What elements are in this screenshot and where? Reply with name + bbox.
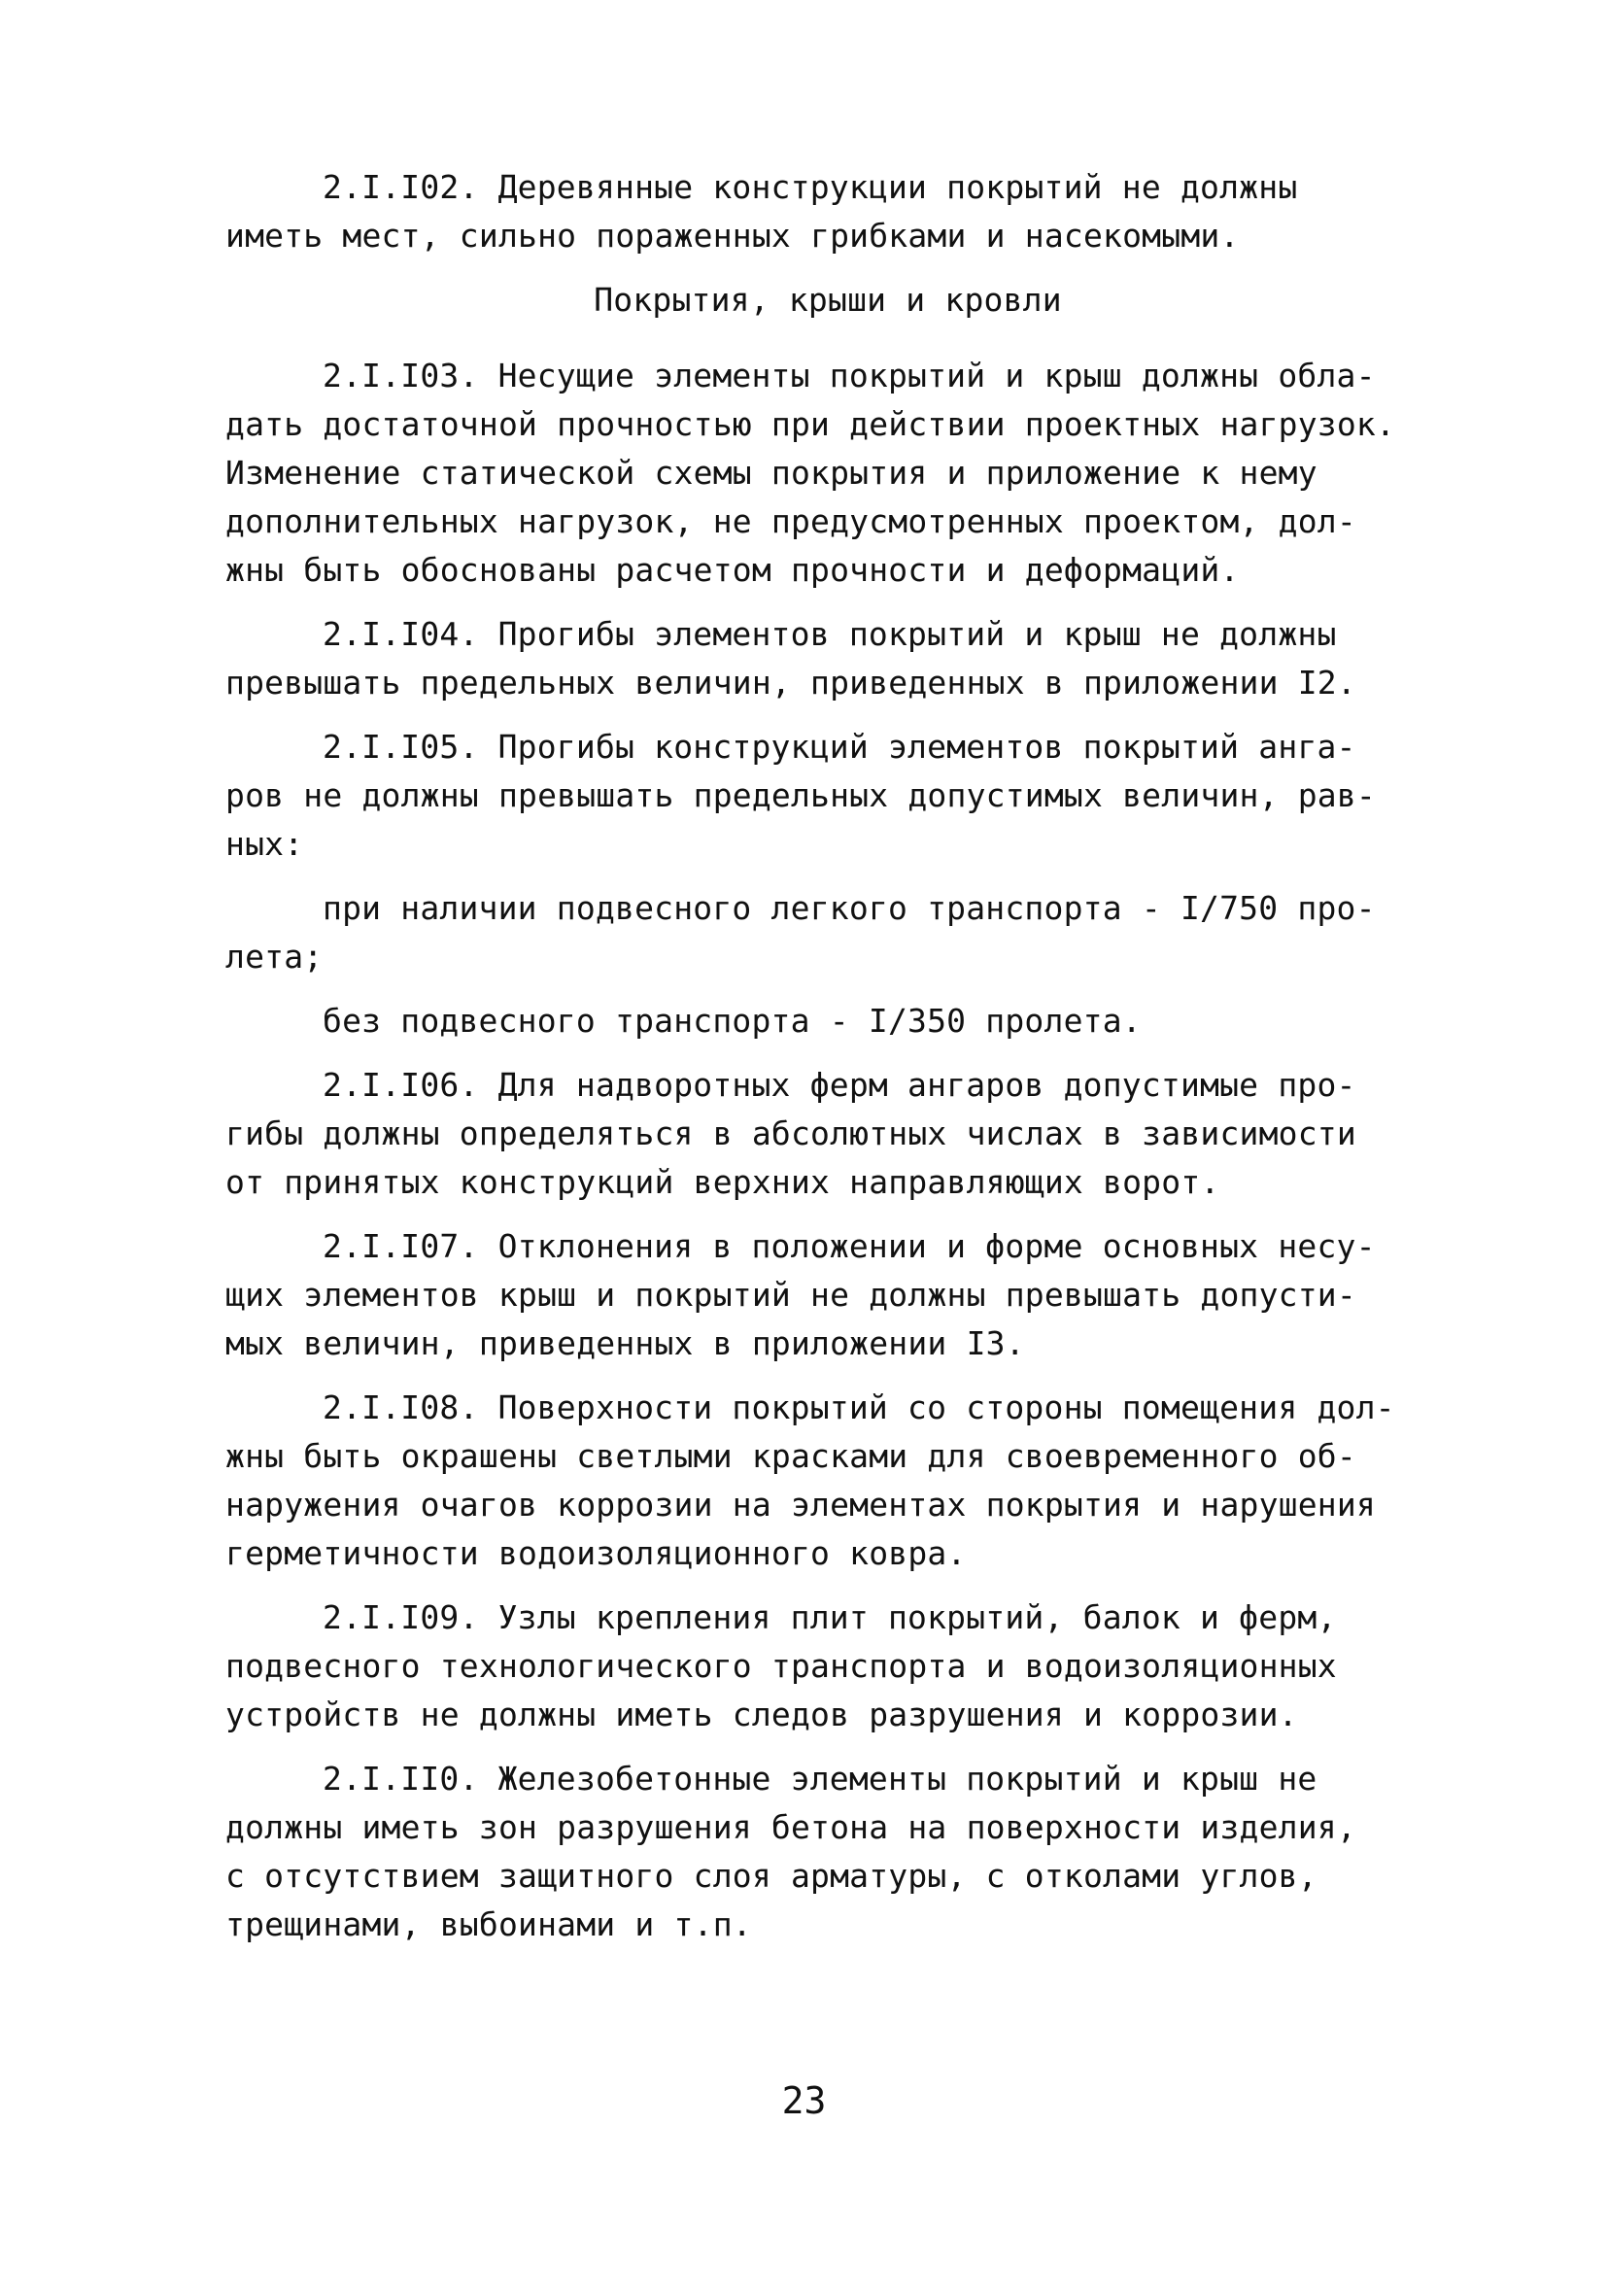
text-line: Изменение статической схемы покрытия и приложение к нему [225, 454, 1317, 492]
text-line: 2.I.I03. Несущие элементы покрытий и крыш должны обла- [323, 357, 1376, 394]
paragraph-2-1-108 [225, 1384, 1430, 1578]
paragraph-2-1-105 [225, 723, 1430, 869]
text-line: жны быть окрашены светлыми красками для своевременного об- [225, 1437, 1356, 1475]
text-line: 2.I.I02. Деревянные конструкции покрытий не должны [323, 168, 1298, 206]
text-line: трещинами, выбоинами и т.п. [225, 1905, 752, 1943]
text-line: щих элементов крыш и покрытий не должны превышать допусти- [225, 1276, 1356, 1314]
text-line: 2.I.II0. Железобетонные элементы покрытий и крыш не [323, 1760, 1317, 1798]
text-line: герметичности водоизоляционного ковра. [225, 1534, 967, 1572]
paragraph-2-1-102 [225, 163, 1430, 260]
text-line: 2.I.I06. Для надворотных ферм ангаров допустимые про- [323, 1066, 1356, 1104]
text-line: 2.I.I08. Поверхности покрытий со стороны помещения дол- [323, 1388, 1395, 1426]
text-line: ров не должны превышать предельных допустимых величин, рав- [225, 776, 1376, 814]
list-item-with-transport [225, 884, 1430, 981]
document-body [225, 163, 1430, 1965]
paragraph-2-1-109 [225, 1593, 1430, 1739]
paragraph-2-1-110 [225, 1755, 1430, 1949]
text-line: должны иметь зон разрушения бетона на поверхности изделия, [225, 1808, 1356, 1846]
text-line: 2.I.I04. Прогибы элементов покрытий и крыш не должны [323, 615, 1337, 653]
section-heading: Покрытия, крыши и кровли [594, 281, 1062, 319]
text-line: дополнительных нагрузок, не предусмотренных проектом, дол- [225, 502, 1356, 540]
text-line: наружения очагов коррозии на элементах покрытия и нарушения [225, 1486, 1376, 1524]
text-line: ных: [225, 825, 304, 863]
text-line: превышать предельных величин, приведенных в приложении I2. [225, 664, 1356, 702]
text-line: 2.I.I09. Узлы крепления плит покрытий, балок и ферм, [323, 1598, 1337, 1636]
paragraph-2-1-103 [225, 352, 1430, 595]
paragraph-2-1-106 [225, 1061, 1430, 1207]
text-line: без подвесного транспорта - I/350 пролета. [323, 1002, 1142, 1040]
text-line: дать достаточной прочностью при действии проектных нагрузок. [225, 405, 1396, 443]
text-line: жны быть обоснованы расчетом прочности и деформаций. [225, 551, 1240, 589]
list-item-without-transport [225, 997, 1430, 1045]
text-line: подвесного технологического транспорта и водоизоляционных [225, 1647, 1337, 1685]
page-number: 23 [781, 2079, 827, 2122]
text-line: 2.I.I05. Прогибы конструкций элементов покрытий анга- [323, 728, 1356, 766]
paragraph-2-1-104 [225, 610, 1430, 707]
text-line: с отсутствием защитного слоя арматуры, с отколами углов, [225, 1857, 1317, 1895]
text-line: 2.I.I07. Отклонения в положении и форме основных несу- [323, 1227, 1376, 1265]
text-line: устройств не должны иметь следов разрушения и коррозии. [225, 1696, 1298, 1733]
text-line: при наличии подвесного легкого транспорта - I/750 про- [323, 889, 1376, 927]
text-line: мых величин, приведенных в приложении I3. [225, 1324, 1025, 1362]
text-line: гибы должны определяться в абсолютных числах в зависимости [225, 1114, 1356, 1152]
paragraph-2-1-107 [225, 1222, 1430, 1368]
text-line: лета; [225, 938, 324, 976]
text-line: от принятых конструкций верхних направляющих ворот. [225, 1163, 1220, 1201]
text-line: иметь мест, сильно пораженных грибками и насекомыми. [225, 217, 1240, 255]
